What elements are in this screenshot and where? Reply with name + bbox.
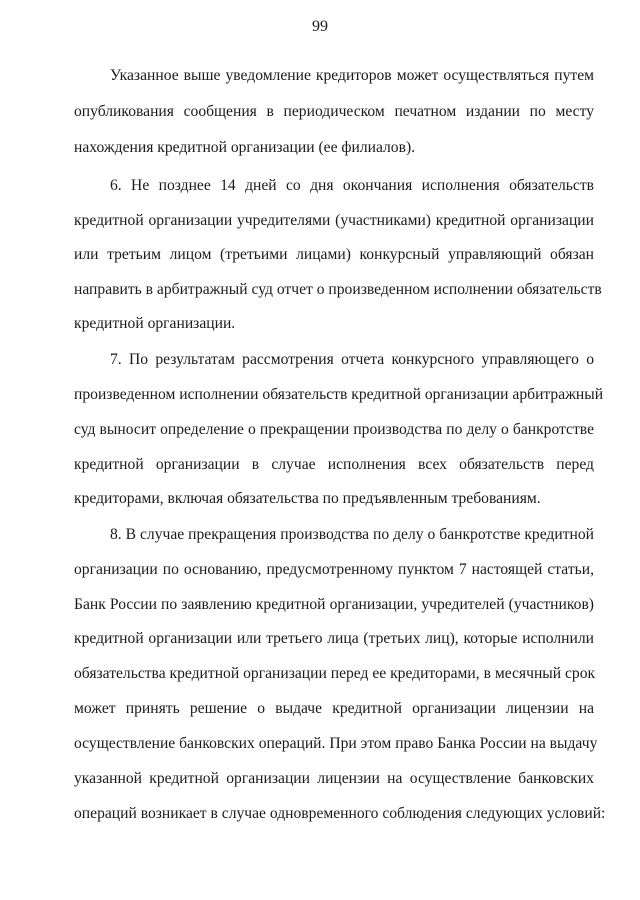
text-line: обязательства кредитной организации перед ее кредиторами, в месячный срок — [74, 665, 596, 682]
text-line: указанной кредитной организации лицензии на осуществление банковских — [74, 770, 594, 787]
text-line: может принять решение о выдаче кредитной организации лицензии на — [74, 700, 594, 717]
text-line: или третьим лицом (третьими лицами) конкурсный управляющий обязан — [74, 246, 594, 263]
text-line: направить в арбитражный суд отчет о произведенном исполнении обязательств — [74, 281, 602, 298]
text-line: организации по основанию, предусмотренному пунктом 7 настоящей статьи, — [74, 561, 594, 578]
text-line: осуществление банковских операций. При этом право Банка России на выдачу — [74, 735, 598, 752]
text-line: 8. В случае прекращения производства по делу о банкротстве кредитной — [110, 526, 594, 543]
text-line: кредиторами, включая обязательства по предъявленным требованиям. — [74, 490, 541, 507]
text-line: суд выносит определение о прекращении производства по делу о банкротстве — [74, 421, 594, 438]
text-line: 6. Не позднее 14 дней со дня окончания исполнения обязательств — [110, 177, 594, 194]
text-line: произведенном исполнении обязательств кредитной организации арбитражный — [74, 386, 604, 403]
text-line: кредитной организации в случае исполнения всех обязательств перед — [74, 456, 594, 473]
text-line: 7. По результатам рассмотрения отчета конкурсного управляющего о — [110, 351, 594, 368]
text-line: опубликования сообщения в периодическом печатном издании по месту — [74, 103, 594, 120]
text-line: кредитной организации учредителями (участниками) кредитной организации — [74, 212, 594, 229]
text-line: операций возникает в случае одновременного соблюдения следующих условий: — [74, 805, 606, 822]
text-line: кредитной организации. — [74, 315, 236, 332]
text-line: нахождения кредитной организации (ее филиалов). — [74, 139, 416, 156]
text-line: кредитной организации или третьего лица (третьих лиц), которые исполнили — [74, 630, 594, 647]
page-number: 99 — [312, 18, 328, 35]
text-line: Банк России по заявлению кредитной организации, учредителей (участников) — [74, 596, 594, 613]
text-line: Указанное выше уведомление кредиторов может осуществляться путем — [110, 67, 594, 84]
